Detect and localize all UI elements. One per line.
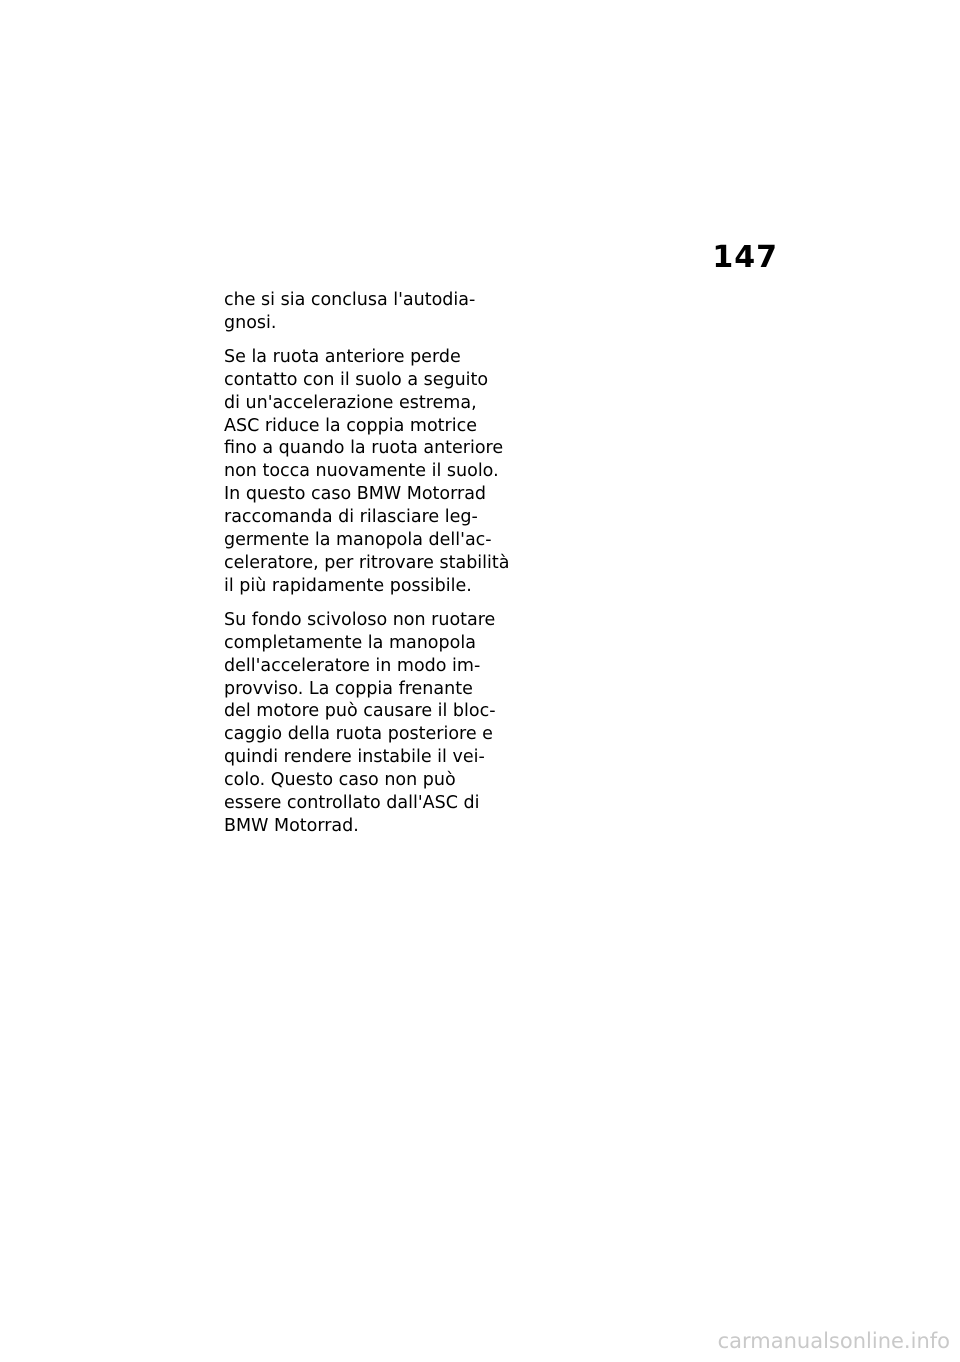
paragraph-3	[224, 609, 514, 838]
text-line: che si sia conclusa l'autodia-	[224, 290, 476, 310]
text-line: In questo caso BMW Motorrad	[224, 484, 487, 505]
text-line: il più rapidamente possibile.	[224, 575, 472, 596]
body-text	[224, 289, 514, 849]
paragraph-2	[224, 346, 514, 598]
text-line: ASC riduce la coppia motrice	[224, 415, 477, 436]
text-line: colo. Questo caso non può	[224, 770, 456, 791]
text-line: BMW Motorrad.	[224, 815, 359, 836]
text-line: fino a quando la ruota anteriore	[224, 438, 504, 459]
text-line: quindi rendere instabile il vei-	[224, 747, 485, 768]
text-line: provviso. La coppia frenante	[224, 678, 473, 699]
watermark: carmanualsonline.info	[717, 1329, 950, 1353]
text-line: del motore può causare il bloc-	[224, 701, 496, 722]
page-number: 147	[712, 240, 778, 275]
text-line: celeratore, per ritrovare stabilità	[224, 552, 510, 573]
text-line: contatto con il suolo a seguito	[224, 369, 489, 390]
text-line: non tocca nuovamente il suolo.	[224, 461, 499, 482]
text-line: germente la manopola dell'ac-	[224, 530, 492, 551]
text-line: Su fondo scivoloso non ruotare	[224, 609, 496, 630]
text-line: di un'accelerazione estrema,	[224, 392, 477, 413]
paragraph-1	[224, 289, 514, 335]
text-line: Se la ruota anteriore perde	[224, 346, 461, 367]
text-line: completamente la manopola	[224, 632, 476, 653]
text-line: gnosi.	[224, 312, 277, 333]
text-line: caggio della ruota posteriore e	[224, 724, 493, 745]
text-line: raccomanda di rilasciare leg-	[224, 507, 478, 528]
text-line: dell'acceleratore in modo im-	[224, 655, 481, 676]
text-line: essere controllato dall'ASC di	[224, 793, 480, 814]
